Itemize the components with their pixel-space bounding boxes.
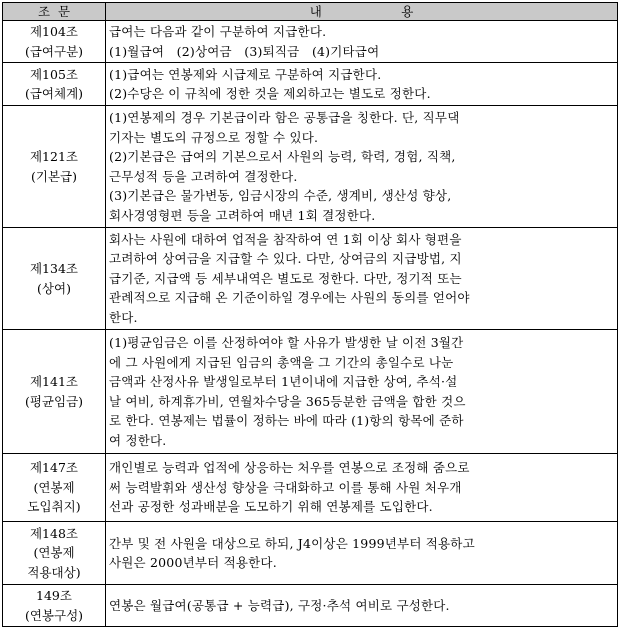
article-title: (급여구분) [24,43,84,59]
table-row [3,454,618,522]
content-line: 날 여비, 하계휴가비, 연월차수당을 365등분한 금액을 합한 것으 [109,393,466,409]
content-line: 근무성적 등을 고려하여 결정한다. [109,168,298,184]
header-article: 조 문 [3,3,106,21]
table-row [3,330,618,454]
article-title: (연봉구성) [24,607,84,623]
content-cell [106,63,618,106]
article-title: (연봉제 [33,479,75,495]
table-row [3,63,618,106]
article-number: 제121조 [29,149,78,164]
content-line: 여 정한다. [109,432,167,448]
regulation-table [2,2,618,627]
content-line: 선과 공정한 성과배분을 도모하기 위해 연봉제를 도입한다. [109,499,433,515]
content-cell [106,522,618,585]
table-row [3,21,618,63]
article-cell [3,454,106,522]
content-line: (3)기본급은 물가변동, 임금시장의 수준, 생계비, 생산성 향상, [109,188,452,203]
content-line: 관례적으로 지급해 온 기준이하일 경우에는 사원의 동의를 얻어야 [109,290,470,306]
content-cell [106,585,618,627]
content-line: 간부 및 전 사원을 대상으로 하되, J4이상은 1999년부터 적용하고 [109,535,475,551]
content-line: (1)평균임금은 이를 산정하여야 할 사유가 발생한 날 이전 3월간 [109,335,464,350]
article-title: (급여체계) [24,86,84,101]
article-number: 제134조 [29,261,78,276]
article-cell [3,106,106,228]
content-line: 써 능력발휘와 생산성 향상을 극대화하고 이를 통해 사원 처우개 [109,479,462,495]
table-row [3,522,618,585]
article-cell [3,21,106,63]
content-line: 사원은 2000년부터 적용한다. [109,555,277,570]
content-line: 에 그 사원에게 지급된 임금의 총액을 그 기간의 총일수로 나눈 [109,354,454,370]
table-header-row [3,3,618,21]
content-line: (1)급여는 연봉제와 시급제로 구분하여 지급한다. [109,66,382,82]
content-cell [106,106,618,228]
article-title: (기본급) [31,168,77,184]
content-line: 회사경영형편 등을 고려하여 매년 1회 결정한다. [109,207,376,223]
article-cell [3,522,106,585]
article-title: 적용대상) [27,564,81,580]
content-cell [106,228,618,330]
content-line: 금액과 산정사유 발생일로부터 1년이내에 지급한 상여, 추석·설 [109,374,458,389]
table-row [3,228,618,330]
article-number: 제148조 [29,525,78,541]
content-line: (2)수당은 이 규칙에 정한 것을 제외하고는 별도로 정한다. [109,86,431,101]
article-title: (연봉제 [33,545,75,561]
article-cell [3,228,106,330]
content-line: 급기준, 지급액 등 세부내역은 별도로 정한다. 다만, 정기적 또는 [109,270,462,286]
article-title: 도입취지) [27,499,81,515]
content-cell [106,454,618,522]
content-line: 회사는 사원에 대하여 업적을 참작하여 연 1회 이상 회사 형편을 [109,231,462,247]
header-content: 내 용 [106,3,618,21]
content-line: (1)월급여 (2)상여금 (3)퇴직금 (4)기타급여 [109,43,380,59]
article-title: (상여) [37,280,71,296]
article-number: 제104조 [29,24,78,39]
content-line: 기자는 별도의 규정으로 정할 수 있다. [109,129,319,145]
content-cell [106,21,618,63]
content-line: 로 한다. 연봉제는 법률이 정하는 바에 따라 (1)항의 항목에 준하 [109,413,464,428]
content-line: (1)연봉제의 경우 기본급이라 함은 공통급을 칭한다. 단, 직무댁 [109,110,460,125]
content-line: 연봉은 월급여(공통급 + 능력급), 구정·추석 여비로 구성한다. [109,597,450,613]
content-line: 급여는 다음과 같이 구분하여 지급한다. [109,24,327,39]
article-cell [3,330,106,454]
article-number: 149조 [36,588,72,603]
content-cell [106,330,618,454]
content-line: 고려하여 상여금을 지급할 수 있다. 다만, 상여금의 지급방법, 지 [109,251,462,267]
table-row [3,106,618,228]
content-line: 한다. [109,309,138,325]
article-cell [3,63,106,106]
article-title: (평균임금) [24,393,84,409]
table-row [3,585,618,627]
content-line: 개인별로 능력과 업적에 상응하는 처우를 연봉으로 조정해 줌으로 [109,460,470,476]
article-number: 제141조 [29,374,78,389]
article-number: 제147조 [29,460,78,476]
article-number: 제105조 [29,66,78,82]
article-cell [3,585,106,627]
content-line: (2)기본급은 급여의 기본으로서 사원의 능력, 학력, 경험, 직책, [109,149,456,164]
